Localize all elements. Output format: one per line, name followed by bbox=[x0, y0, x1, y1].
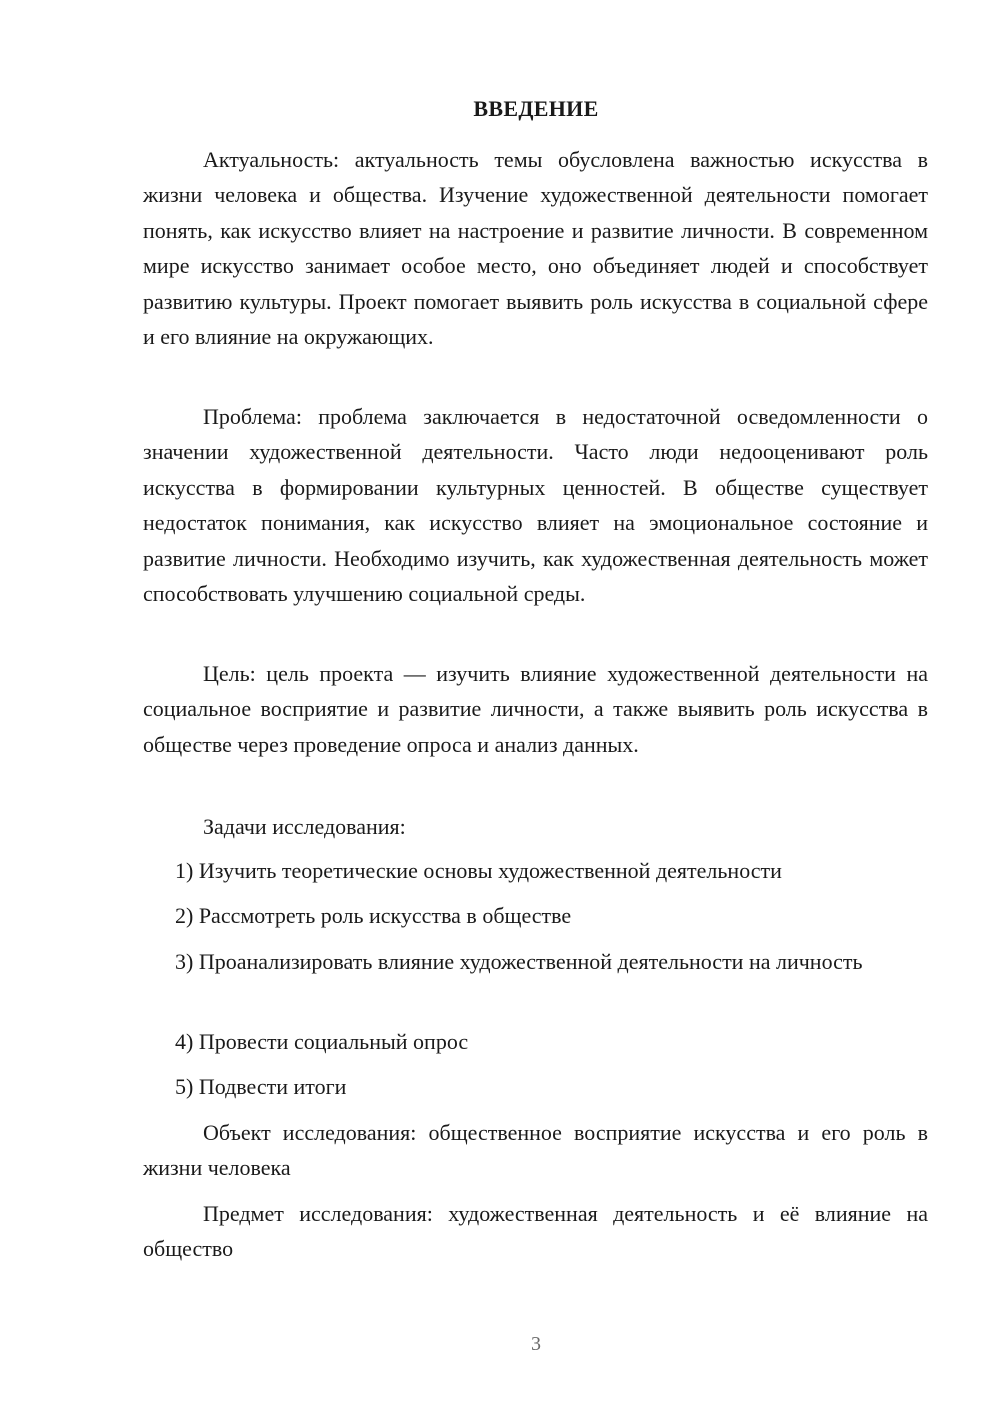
task-item-5: 5) Подвести итоги bbox=[175, 1074, 347, 1099]
paragraph-subject: Предмет исследования: художественная деятельность и её влияние на общество bbox=[143, 1201, 928, 1262]
task-item-4: 4) Провести социальный опрос bbox=[175, 1029, 469, 1054]
page-title: ВВЕДЕНИЕ bbox=[473, 96, 599, 121]
task-item-1: 1) Изучить теоретические основы художественной деятельности bbox=[175, 858, 782, 883]
paragraph-relevance: Актуальность: актуальность темы обусловлена важностью искусства в жизни человека и общества. Изучение художественной деятельности помогает понять, как искусство влияет на настроение и развитие личности. В современном мире искусство занимает особое место, оно объединяет людей и способствует развитию культуры. Проект помогает выявить роль искусства в социальной сфере и его влияние на окружающих. bbox=[143, 147, 928, 350]
task-item-3: 3) Проанализировать влияние художественной деятельности на личность bbox=[175, 949, 863, 974]
task-item-2: 2) Рассмотреть роль искусства в обществе bbox=[175, 903, 572, 928]
tasks-title: Задачи исследования: bbox=[203, 814, 406, 839]
page-number: 3 bbox=[531, 1333, 541, 1355]
paragraph-problem: Проблема: проблема заключается в недостаточной осведомленности о значении художественной деятельности. Часто люди недооценивают роль искусства в формировании культурных ценностей. В обществе существует недостаток понимания, как искусство влияет на эмоциональное состояние и развитие личности. Необходимо изучить, как художественная деятельность может способствовать улучшению социальной среды. bbox=[143, 404, 928, 607]
paragraph-goal: Цель: цель проекта — изучить влияние художественной деятельности на социальное восприятие и развитие личности, а также выявить роль искусства в обществе через проведение опроса и анализ данных. bbox=[143, 661, 928, 757]
paragraph-object: Объект исследования: общественное восприятие искусства и его роль в жизни человека bbox=[143, 1120, 928, 1181]
